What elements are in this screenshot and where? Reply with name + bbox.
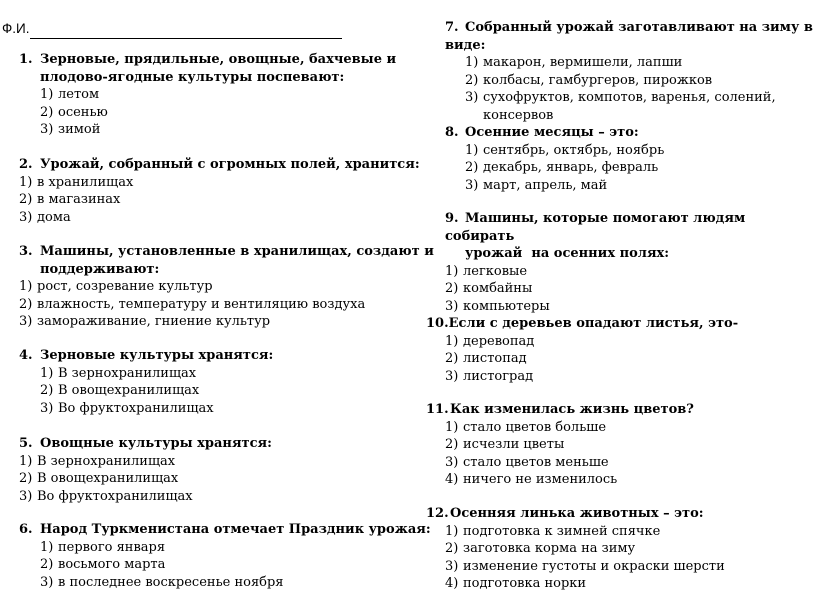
answer-option[interactable]: 3) листоград	[445, 368, 534, 384]
question-title: 7. Собранный урожай заготавливают на зиму в виде:	[445, 20, 813, 53]
answer-option[interactable]: 3) Во фруктохранилищах	[40, 400, 214, 416]
question-11	[426, 401, 694, 489]
answer-option[interactable]: 1) деревопад	[445, 333, 535, 349]
answer-option[interactable]: 1) стало цветов больше	[445, 419, 607, 435]
question-4	[19, 347, 273, 417]
question-2	[19, 156, 420, 226]
answer-option[interactable]: 1) первого января	[40, 539, 166, 555]
answer-option[interactable]: 2) В овощехранилищах	[19, 471, 179, 486]
question-title: 6. Народ Туркменистана отмечает Праздник урожая:	[19, 522, 431, 537]
question-10	[426, 315, 738, 385]
answer-option[interactable]: 2) заготовка корма на зиму	[445, 541, 636, 556]
answer-option[interactable]: 3) Во фруктохранилищах	[19, 488, 193, 504]
question-title: 11.Как изменилась жизнь цветов?	[426, 402, 694, 417]
question-title-cont: урожай на осенних полях:	[465, 246, 670, 261]
answer-option[interactable]: 2) В овощехранилищах	[40, 383, 200, 398]
fio-label: Ф.И.	[2, 21, 30, 36]
answer-option[interactable]: 1) в хранилищах	[19, 174, 134, 190]
answer-option[interactable]: 2) декабрь, январь, февраль	[465, 160, 659, 175]
question-title: 1. Зерновые, прядильные, овощные, бахчевые и	[19, 52, 397, 67]
answer-option[interactable]: 3) дома	[19, 209, 71, 225]
question-title: 3. Машины, установленные в хранилищах, создают и	[19, 244, 434, 259]
answer-option[interactable]: 1) сентябрь, октябрь, ноябрь	[465, 142, 665, 158]
answer-option[interactable]: 1) В зернохранилищах	[40, 365, 197, 381]
question-3	[19, 243, 434, 331]
question-12	[426, 505, 725, 593]
answer-option[interactable]: 2) исчезли цветы	[445, 437, 565, 452]
answer-option[interactable]: 1) рост, созревание культур	[19, 279, 213, 294]
answer-option[interactable]: 1) подготовка к зимней спячке	[445, 523, 661, 539]
answer-option[interactable]: 3) в последнее воскресенье ноября	[40, 574, 284, 590]
question-title: 10.Если с деревьев опадают листья, это-	[426, 316, 739, 331]
answer-option[interactable]: 2) в магазинах	[19, 192, 121, 207]
question-title: 9. Машины, которые помогают людям собирать	[445, 211, 746, 244]
answer-option[interactable]: 2) листопад	[445, 351, 527, 366]
answer-option[interactable]: 3) стало цветов меньше	[445, 454, 609, 470]
answer-option[interactable]: 1) В зернохранилищах	[19, 453, 176, 469]
question-8	[445, 124, 664, 194]
answer-option[interactable]: 4) ничего не изменилось	[445, 472, 618, 487]
question-6	[19, 521, 431, 591]
question-1	[19, 51, 396, 139]
question-title-cont: плодово-ягодные культуры поспевают:	[40, 69, 345, 85]
answer-option[interactable]: 2) восьмого марта	[40, 557, 166, 572]
answer-option[interactable]: 2) осенью	[40, 104, 108, 120]
question-7	[445, 19, 816, 124]
question-title: 2. Урожай, собранный с огромных полей, хранится:	[19, 157, 420, 172]
question-title: 4. Зерновые культуры хранятся:	[19, 348, 274, 363]
question-5	[19, 435, 272, 505]
question-title: 12.Осенняя линька животных – это:	[426, 506, 704, 521]
answer-option-cont: консервов	[483, 107, 554, 123]
answer-option[interactable]: 2) комбайны	[445, 281, 533, 296]
question-title: 8. Осенние месяцы – это:	[445, 125, 639, 140]
answer-option[interactable]: 3) март, апрель, май	[465, 177, 608, 193]
answer-option[interactable]: 4) подготовка норки	[445, 576, 587, 591]
answer-option[interactable]: 3) изменение густоты и окраски шерсти	[445, 558, 725, 574]
answer-option[interactable]: 3) зимой	[40, 122, 101, 137]
answer-option[interactable]: 3) компьютеры	[445, 298, 550, 314]
answer-option[interactable]: 1) летом	[40, 87, 100, 102]
fio-underline[interactable]	[30, 38, 342, 39]
answer-option[interactable]: 1) легковые	[445, 263, 528, 279]
question-title: 5. Овощные культуры хранятся:	[19, 436, 272, 451]
answer-option[interactable]: 2) влажность, температуру и вентиляцию воздуха	[19, 296, 366, 312]
question-9	[445, 210, 816, 315]
answer-option[interactable]: 3) сухофруктов, компотов, варенья, солений,	[465, 90, 776, 105]
answer-option[interactable]: 2) колбасы, гамбургеров, пирожков	[465, 72, 713, 88]
answer-option[interactable]: 3) замораживание, гниение культур	[19, 314, 271, 329]
question-title-cont: поддерживают:	[40, 261, 160, 277]
answer-option[interactable]: 1) макарон, вермишели, лапши	[465, 55, 683, 70]
